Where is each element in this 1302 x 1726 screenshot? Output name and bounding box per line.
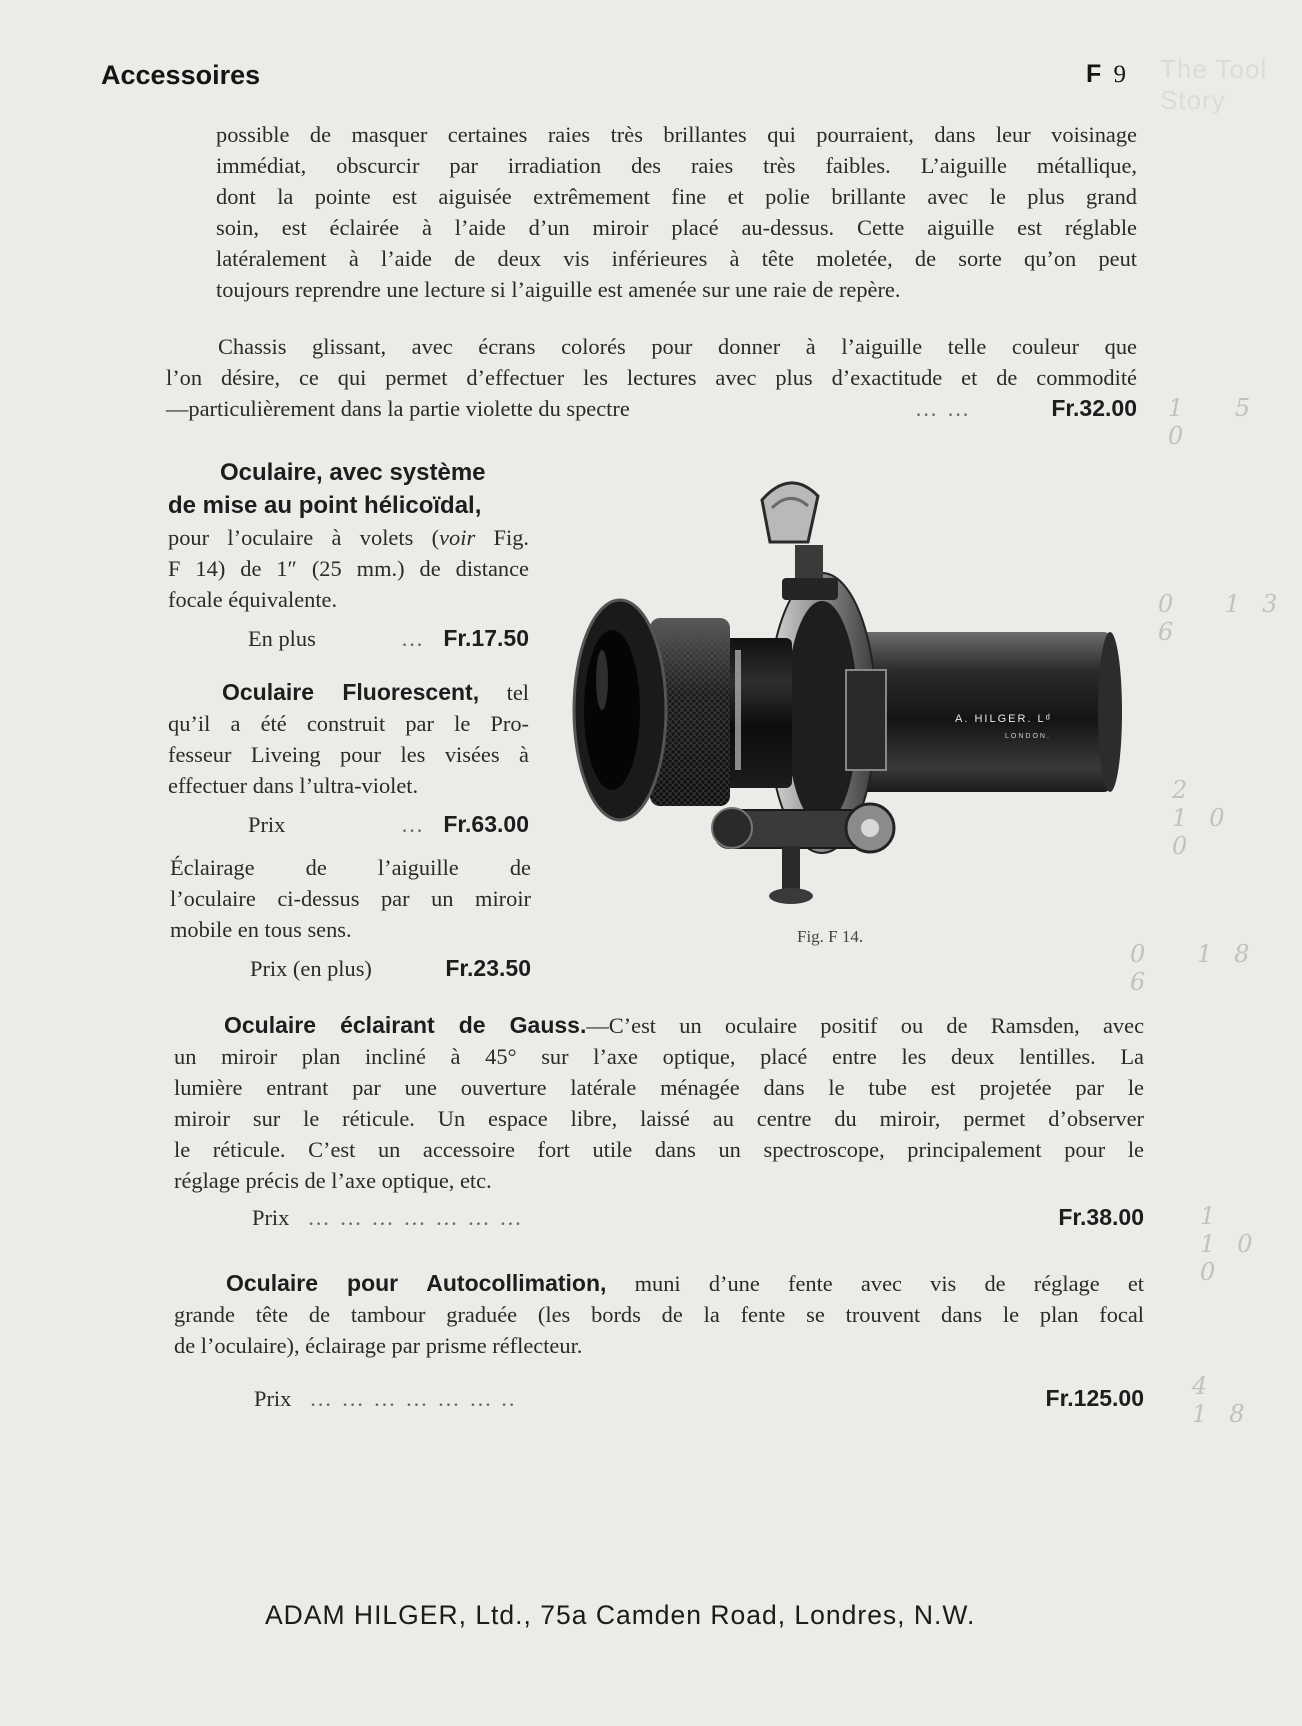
eclairage-price-label: Prix (en plus) [250,956,372,981]
gauss-paragraph [174,1010,1144,1233]
helicoidal-line [168,522,529,553]
fluorescent-dots: … [400,812,426,837]
chassis-paragraph [166,331,1137,424]
gauss-title: Oculaire éclairant de Gauss. [224,1012,587,1038]
handwritten-note: 2 10 0 [1172,776,1247,860]
page-digit: 9 [1113,61,1127,88]
gauss-dots: … … … … … … … [307,1205,524,1230]
figure-caption: Fig. F 14. [797,927,864,946]
gauss-line: le réticule. C’est un accessoire fort utile dans un spectroscope, principalement pour le [174,1137,1144,1162]
focus-barrel [720,638,792,788]
handwritten-note: 1 5 0 [1168,394,1273,450]
helicoidal-voir: voir [439,525,476,550]
helicoidal-line: F 14) de 1″ (25 mm.) de distance [168,556,529,581]
fluorescent-title: Oculaire Fluorescent, [222,679,480,705]
fluorescent-desc [168,677,529,801]
chassis-price: Fr.32.00 [1051,395,1137,421]
chassis-dots: … … [914,396,972,421]
intro-line: toujours reprendre une lecture si l’aiguille est amenée sur une raie de repère. [216,277,901,302]
helicoidal-title-1: Oculaire, avec système [220,459,486,486]
fluorescent-line: qu’il a été construit par le Pro- [168,711,529,736]
autocollimation-line: de l’oculaire), éclairage par prisme réflecteur. [174,1333,583,1358]
helicoidal-block [168,456,529,652]
autocollimation-title: Oculaire pour Autocollimation, [226,1270,607,1296]
maker-engraving: A. HILGER. Lᵈ [955,713,1052,725]
bottom-screw [782,846,800,890]
maker-engraving: LONDON. [1005,733,1051,740]
helicoidal-line: focale équivalente. [168,587,338,612]
eclairage-price-row [170,955,531,982]
gauss-price-row [174,1202,1144,1233]
fluorescent-price-row [168,811,529,838]
handwritten-note: 0 13 6 [1158,590,1300,646]
helicoidal-desc [168,522,529,615]
gauss-line [174,1010,1144,1041]
fluorescent-block [168,677,529,838]
eclairage-desc [170,852,531,945]
autocollimation-price-label: Prix [254,1386,292,1411]
bleed-through-text: The Tool Story [1160,54,1268,115]
page-number [1086,60,1126,89]
autocollimation-paragraph [174,1268,1144,1414]
eclairage-line: mobile en tous sens. [170,917,352,942]
intro-paragraph [216,119,1137,305]
helicoidal-price-row [168,625,529,652]
autocollimation-line [174,1268,1144,1299]
intro-line: dont la pointe est aiguisée extrêmement fine et polie brillante avec le plus grand [216,184,1137,209]
tube-end [1098,632,1122,792]
helicoidal-text: Fig. [475,525,529,550]
handwritten-note: 1 10 0 [1200,1202,1275,1286]
publisher-footer: ADAM HILGER, Ltd., 75a Camden Road, Londres, N.W. [265,1600,976,1630]
helicoidal-price-label: En plus [248,626,316,651]
gauss-price-label: Prix [252,1205,290,1230]
gauss-line: réglage précis de l’axe optique, etc. [174,1168,492,1193]
chassis-line: Chassis glissant, avec écrans colorés pour donner à l’aiguille telle couleur que [218,334,1137,359]
eclairage-line: l’oculaire ci-dessus par un miroir [170,886,531,911]
section-title: Accessoires [101,60,261,90]
autocollimation-title-rest: muni d’une fente avec vis de réglage et [606,1271,1144,1296]
gauss-price: Fr.38.00 [1058,1204,1144,1230]
autocollimation-dots: … … … … … … .. [309,1386,517,1411]
gauss-line: lumière entrant par une ouverture latérale ménagée dans le tube est projetée par le [174,1075,1144,1100]
autocollimation-line: grande tête de tambour graduée (les bords de la fente se trouvent dans le plan focal [174,1302,1144,1327]
intro-line: immédiat, obscurcir par irradiation des raies très faibles. L’aiguille métallique, [216,153,1137,178]
autocollimation-price: Fr.125.00 [1045,1385,1144,1411]
fluorescent-line: fesseur Liveing pour les visées à [168,742,529,767]
eclairage-price: Fr.23.50 [445,955,531,981]
eyepiece-illustration [550,470,1140,920]
helicoidal-dots: … [400,626,426,651]
intro-line: soin, est éclairée à l’aide d’un miroir placé au-dessus. Cette aiguille est réglable [216,215,1137,240]
helicoidal-text: pour l’oculaire à volets ( [168,525,440,550]
gauss-line: miroir sur le réticule. Un espace libre, laissé au centre du miroir, permet d’observer [174,1106,1144,1131]
chassis-line: l’on désire, ce qui permet d’effectuer les lectures avec plus d’exactitude et de commodité [166,365,1137,390]
gauss-line: un miroir plan incliné à 45° sur l’axe optique, placé entre les deux lentilles. La [174,1044,1144,1069]
eclairage-block [170,852,531,982]
chassis-price-row [166,393,1137,424]
fluorescent-title-rest: tel [479,680,529,705]
fluorescent-line: effectuer dans l’ultra-violet. [168,773,419,798]
helicoidal-title-2: de mise au point hélicoïdal, [168,492,482,519]
intro-line: possible de masquer certaines raies très brillantes qui pourraient, dans leur voisinage [216,122,1137,147]
handwritten-note: 0 18 6 [1130,940,1272,996]
intro-line: latéralement à l’aide de deux vis inférieures à tête moletée, de sorte qu’on peut [216,246,1137,271]
helicoidal-price: Fr.17.50 [443,625,529,651]
page-letter: F [1086,60,1102,88]
gauss-title-rest: —C’est un oculaire positif ou de Ramsden, avec [586,1013,1145,1038]
eclairage-line: Éclairage de l’aiguille de [170,855,531,880]
fluorescent-line [168,677,529,708]
chassis-last-line: —particulièrement dans la partie violette du spectre [166,396,630,421]
fluorescent-price-label: Prix [248,812,286,837]
autocollimation-price-row [174,1383,1144,1414]
handwritten-note: 4 18 [1192,1372,1267,1428]
fluorescent-price: Fr.63.00 [443,811,529,837]
mirror [762,483,818,542]
